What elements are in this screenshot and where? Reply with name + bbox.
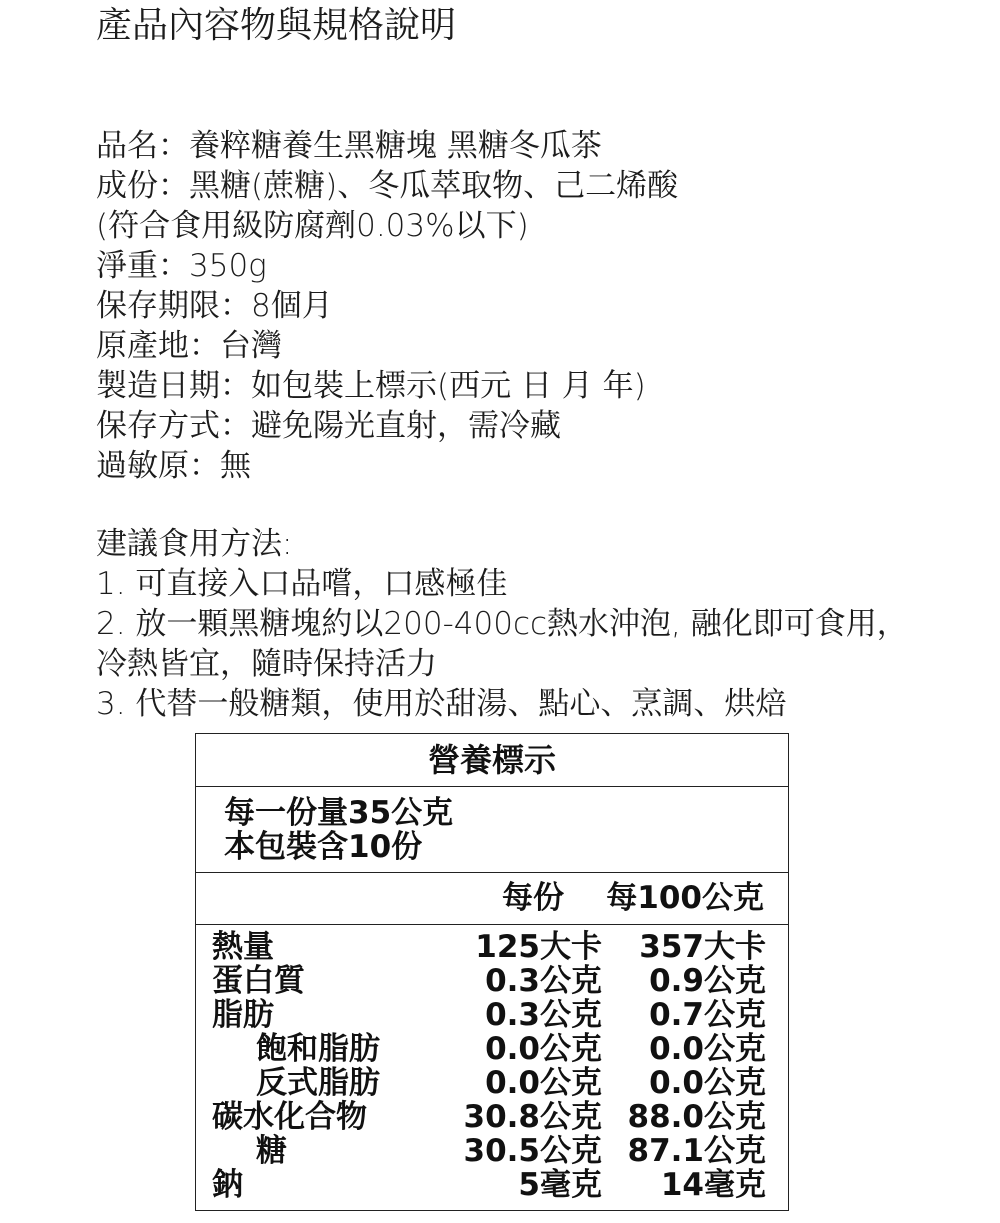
serving-size: 每一份量35公克	[224, 795, 454, 831]
nutrient-per-100g: 0.7公克	[649, 997, 766, 1033]
nutrient-name: 熱量	[212, 929, 274, 965]
nutrient-row	[196, 1066, 788, 1100]
serving-info	[196, 786, 788, 873]
nutrition-facts-table	[195, 733, 789, 1211]
nutrient-row	[196, 930, 788, 964]
nutrient-row	[196, 998, 788, 1032]
usage-heading: 建議食用方法:	[96, 526, 293, 562]
spec-allergens: 過敏原：無	[96, 448, 251, 484]
usage-line: 2. 放一顆黑糖塊約以200-400cc熱水沖泡, 融化即可食用，	[96, 606, 908, 642]
nutrient-name: 蛋白質	[212, 963, 305, 999]
spec-ingredients: 成份：黑糖(蔗糖)、冬瓜萃取物、己二烯酸	[96, 168, 679, 204]
nutrition-title: 營養標示	[196, 734, 788, 787]
spec-storage: 保存方式：避免陽光直射，需冷藏	[96, 408, 561, 444]
nutrient-per-serving: 30.8公克	[463, 1099, 602, 1135]
nutrient-per-100g: 87.1公克	[627, 1133, 766, 1169]
nutrient-name: 反式脂肪	[256, 1065, 380, 1101]
spec-net-weight: 淨重：350g	[96, 248, 267, 284]
col-header-per-100g: 每100公克	[606, 880, 764, 916]
usage-line: 3. 代替一般糖類，使用於甜湯、點心、烹調、烘焙	[96, 686, 787, 722]
spec-product-name: 品名：養粹糖養生黑糖塊 黑糖冬瓜茶	[96, 128, 602, 164]
nutrient-per-serving: 30.5公克	[463, 1133, 602, 1169]
nutrient-row	[196, 1032, 788, 1066]
spec-manufacture-date: 製造日期：如包裝上標示(西元 日 月 年)	[96, 368, 646, 404]
nutrient-per-100g: 0.0公克	[649, 1065, 766, 1101]
nutrient-per-serving: 0.3公克	[485, 997, 602, 1033]
servings-per-package: 本包裝含10份	[224, 829, 423, 865]
nutrient-per-serving: 0.0公克	[485, 1031, 602, 1067]
nutrient-per-serving: 0.3公克	[485, 963, 602, 999]
nutrient-row	[196, 1168, 788, 1202]
nutrient-name: 鈉	[212, 1167, 243, 1203]
usage-line: 冷熱皆宜，隨時保持活力	[96, 646, 437, 682]
nutrition-column-headers	[196, 872, 788, 925]
nutrient-per-100g: 0.9公克	[649, 963, 766, 999]
col-header-per-serving: 每份	[502, 880, 564, 916]
usage-section	[96, 524, 908, 724]
nutrition-rows	[196, 930, 788, 1202]
nutrient-row	[196, 964, 788, 998]
usage-line: 1. 可直接入口品嚐，口感極佳	[96, 566, 508, 602]
nutrient-name: 糖	[256, 1133, 287, 1169]
spec-list	[96, 126, 678, 486]
nutrient-name: 脂肪	[212, 997, 274, 1033]
nutrient-name: 碳水化合物	[212, 1099, 367, 1135]
spec-shelf-life: 保存期限：8個月	[96, 288, 333, 324]
spec-preservative-note: (符合食用級防腐劑0.03%以下)	[96, 208, 529, 244]
nutrient-per-100g: 14毫克	[660, 1167, 766, 1203]
spec-origin: 原產地：台灣	[96, 328, 282, 364]
nutrient-per-100g: 0.0公克	[649, 1031, 766, 1067]
nutrient-per-serving: 125大卡	[475, 929, 602, 965]
nutrient-per-100g: 88.0公克	[627, 1099, 766, 1135]
nutrient-row	[196, 1134, 788, 1168]
nutrient-per-100g: 357大卡	[639, 929, 766, 965]
nutrient-per-serving: 5毫克	[518, 1167, 602, 1203]
section-title: 產品內容物與規格說明	[96, 5, 457, 46]
nutrient-name: 飽和脂肪	[256, 1031, 380, 1067]
nutrient-per-serving: 0.0公克	[485, 1065, 602, 1101]
nutrient-row	[196, 1100, 788, 1134]
